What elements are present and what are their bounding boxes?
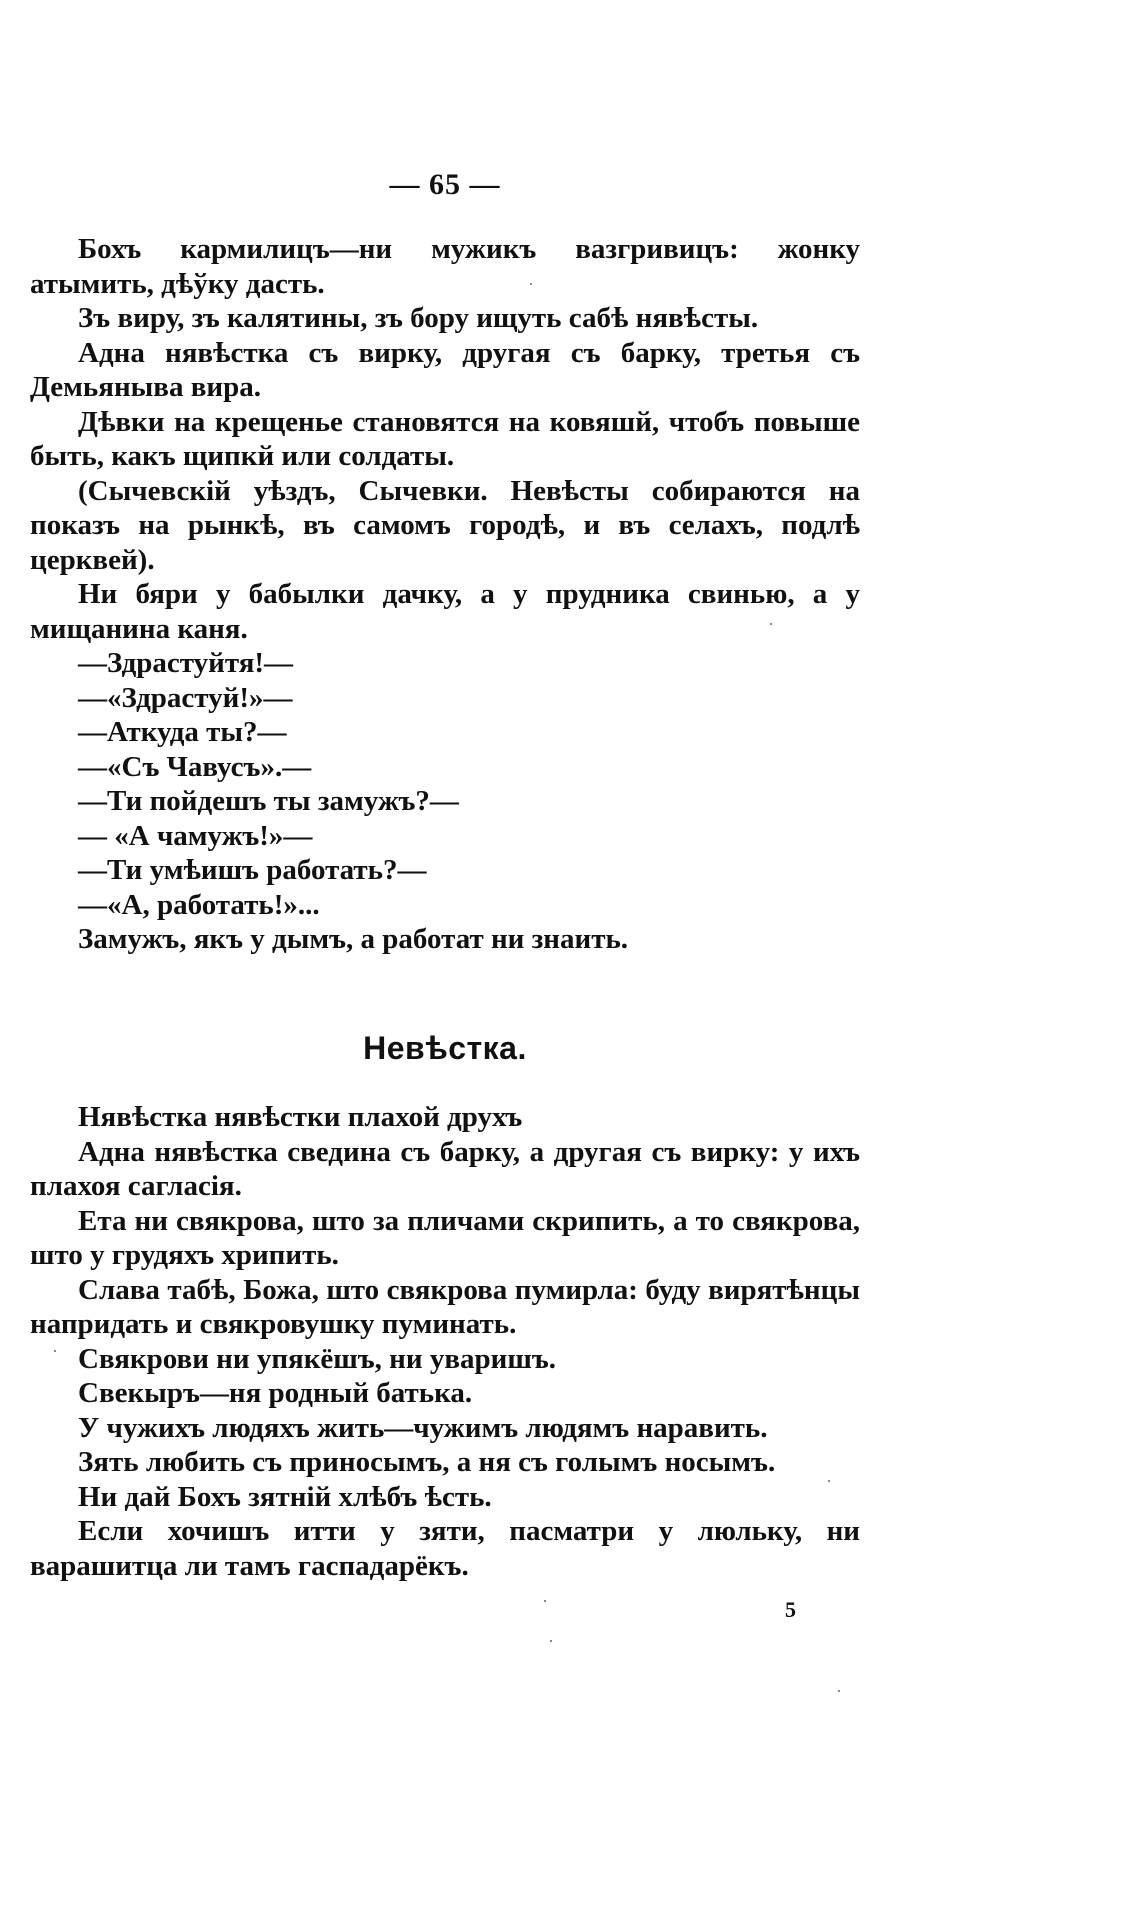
dialogue-line: —«Здрастуй!»— — [78, 681, 293, 714]
proverb-paragraph: Замужъ, якъ у дымъ, а работат ни знаить. — [78, 923, 629, 955]
proverb-paragraph: Адна нявѣстка съ вирку, другая съ барку, третья съ Демьяныва вира. — [30, 336, 860, 403]
print-speck — [550, 1640, 552, 1642]
signature-mark: 5 — [785, 1597, 796, 1622]
proverb-paragraph: Свякрови ни упякёшъ, ни уваришъ. — [78, 1342, 556, 1375]
book-page — [30, 0, 860, 1915]
proverb-paragraph: Ета ни свякрова, што за пличами скрипить, а то свякрова, што у грудяхъ хрипить. — [30, 1204, 860, 1271]
proverb-paragraph: Зъ виру, зъ калятины, зъ бору ищуть сабѣ нявѣсты. — [78, 302, 759, 334]
print-speck — [838, 1690, 840, 1692]
proverb-paragraph: Нявѣстка нявѣстки плахой друхъ — [78, 1101, 523, 1133]
print-speck — [544, 1600, 546, 1602]
proverb-paragraph: Ни бяри у бабылки дачку, а у прудника свинью, а у мищанина каня. — [30, 578, 860, 645]
proverbs-block-top — [30, 232, 860, 957]
dialogue-line: —«Съ Чавусъ».— — [78, 750, 312, 783]
proverb-paragraph: Дѣвки на крещенье становятся на ковяшй, чтобъ повыше быть, какъ щипкй или солдаты. — [30, 405, 860, 472]
proverb-paragraph: Слава табѣ, Божа, што свякрова пумирла: буду вирятѣнцы напридать и свякровушку пуминать. — [30, 1273, 860, 1340]
section-title: Невѣстка. — [363, 1030, 527, 1066]
page-number: — 65 — — [389, 168, 501, 201]
proverbs-block-bottom — [30, 1100, 860, 1583]
print-speck — [828, 1480, 830, 1482]
dialogue-line: —«А, работать!»... — [78, 888, 320, 921]
print-speck — [54, 1350, 56, 1352]
dialogue-line: —Ти пойдешъ ты замужъ?— — [78, 785, 459, 817]
print-speck — [530, 283, 532, 285]
proverb-paragraph: Ни дай Бохъ зятній хлѣбъ ѣсть. — [78, 1480, 492, 1513]
proverb-paragraph: Адна нявѣстка сведина съ барку, а другая съ вирку: у ихъ плахоя сагласія. — [30, 1135, 860, 1202]
proverb-paragraph: Зять любить съ приносымъ, а ня съ голымъ носымъ. — [78, 1446, 776, 1478]
dialogue-line: — «А чамужъ!»— — [78, 819, 313, 852]
proverb-paragraph: (Сычевскій уѣздъ, Сычевки. Невѣсты собираются на показъ на рынкѣ, въ самомъ городѣ, и въ селахъ, подлѣ церквей). — [30, 474, 860, 576]
proverb-paragraph: Бохъ кармилицъ—ни мужикъ вазгривицъ: жонку атымить, дѣўку дасть. — [30, 233, 860, 300]
dialogue-line: —Здрастуйтя!— — [78, 647, 294, 679]
dialogue-line: —Ти умѣишъ работать?— — [78, 854, 427, 886]
proverb-paragraph: Если хочишъ итти у зяти, пасматри у люльку, ни варашитца ли тамъ гаспадарёкъ. — [30, 1515, 860, 1582]
proverb-paragraph: Свекыръ—ня родный батька. — [78, 1377, 473, 1409]
proverb-paragraph: У чужихъ людяхъ жить—чужимъ людямъ наравить. — [78, 1411, 768, 1444]
dialogue-line: —Аткуда ты?— — [78, 716, 287, 748]
print-speck — [770, 623, 772, 625]
